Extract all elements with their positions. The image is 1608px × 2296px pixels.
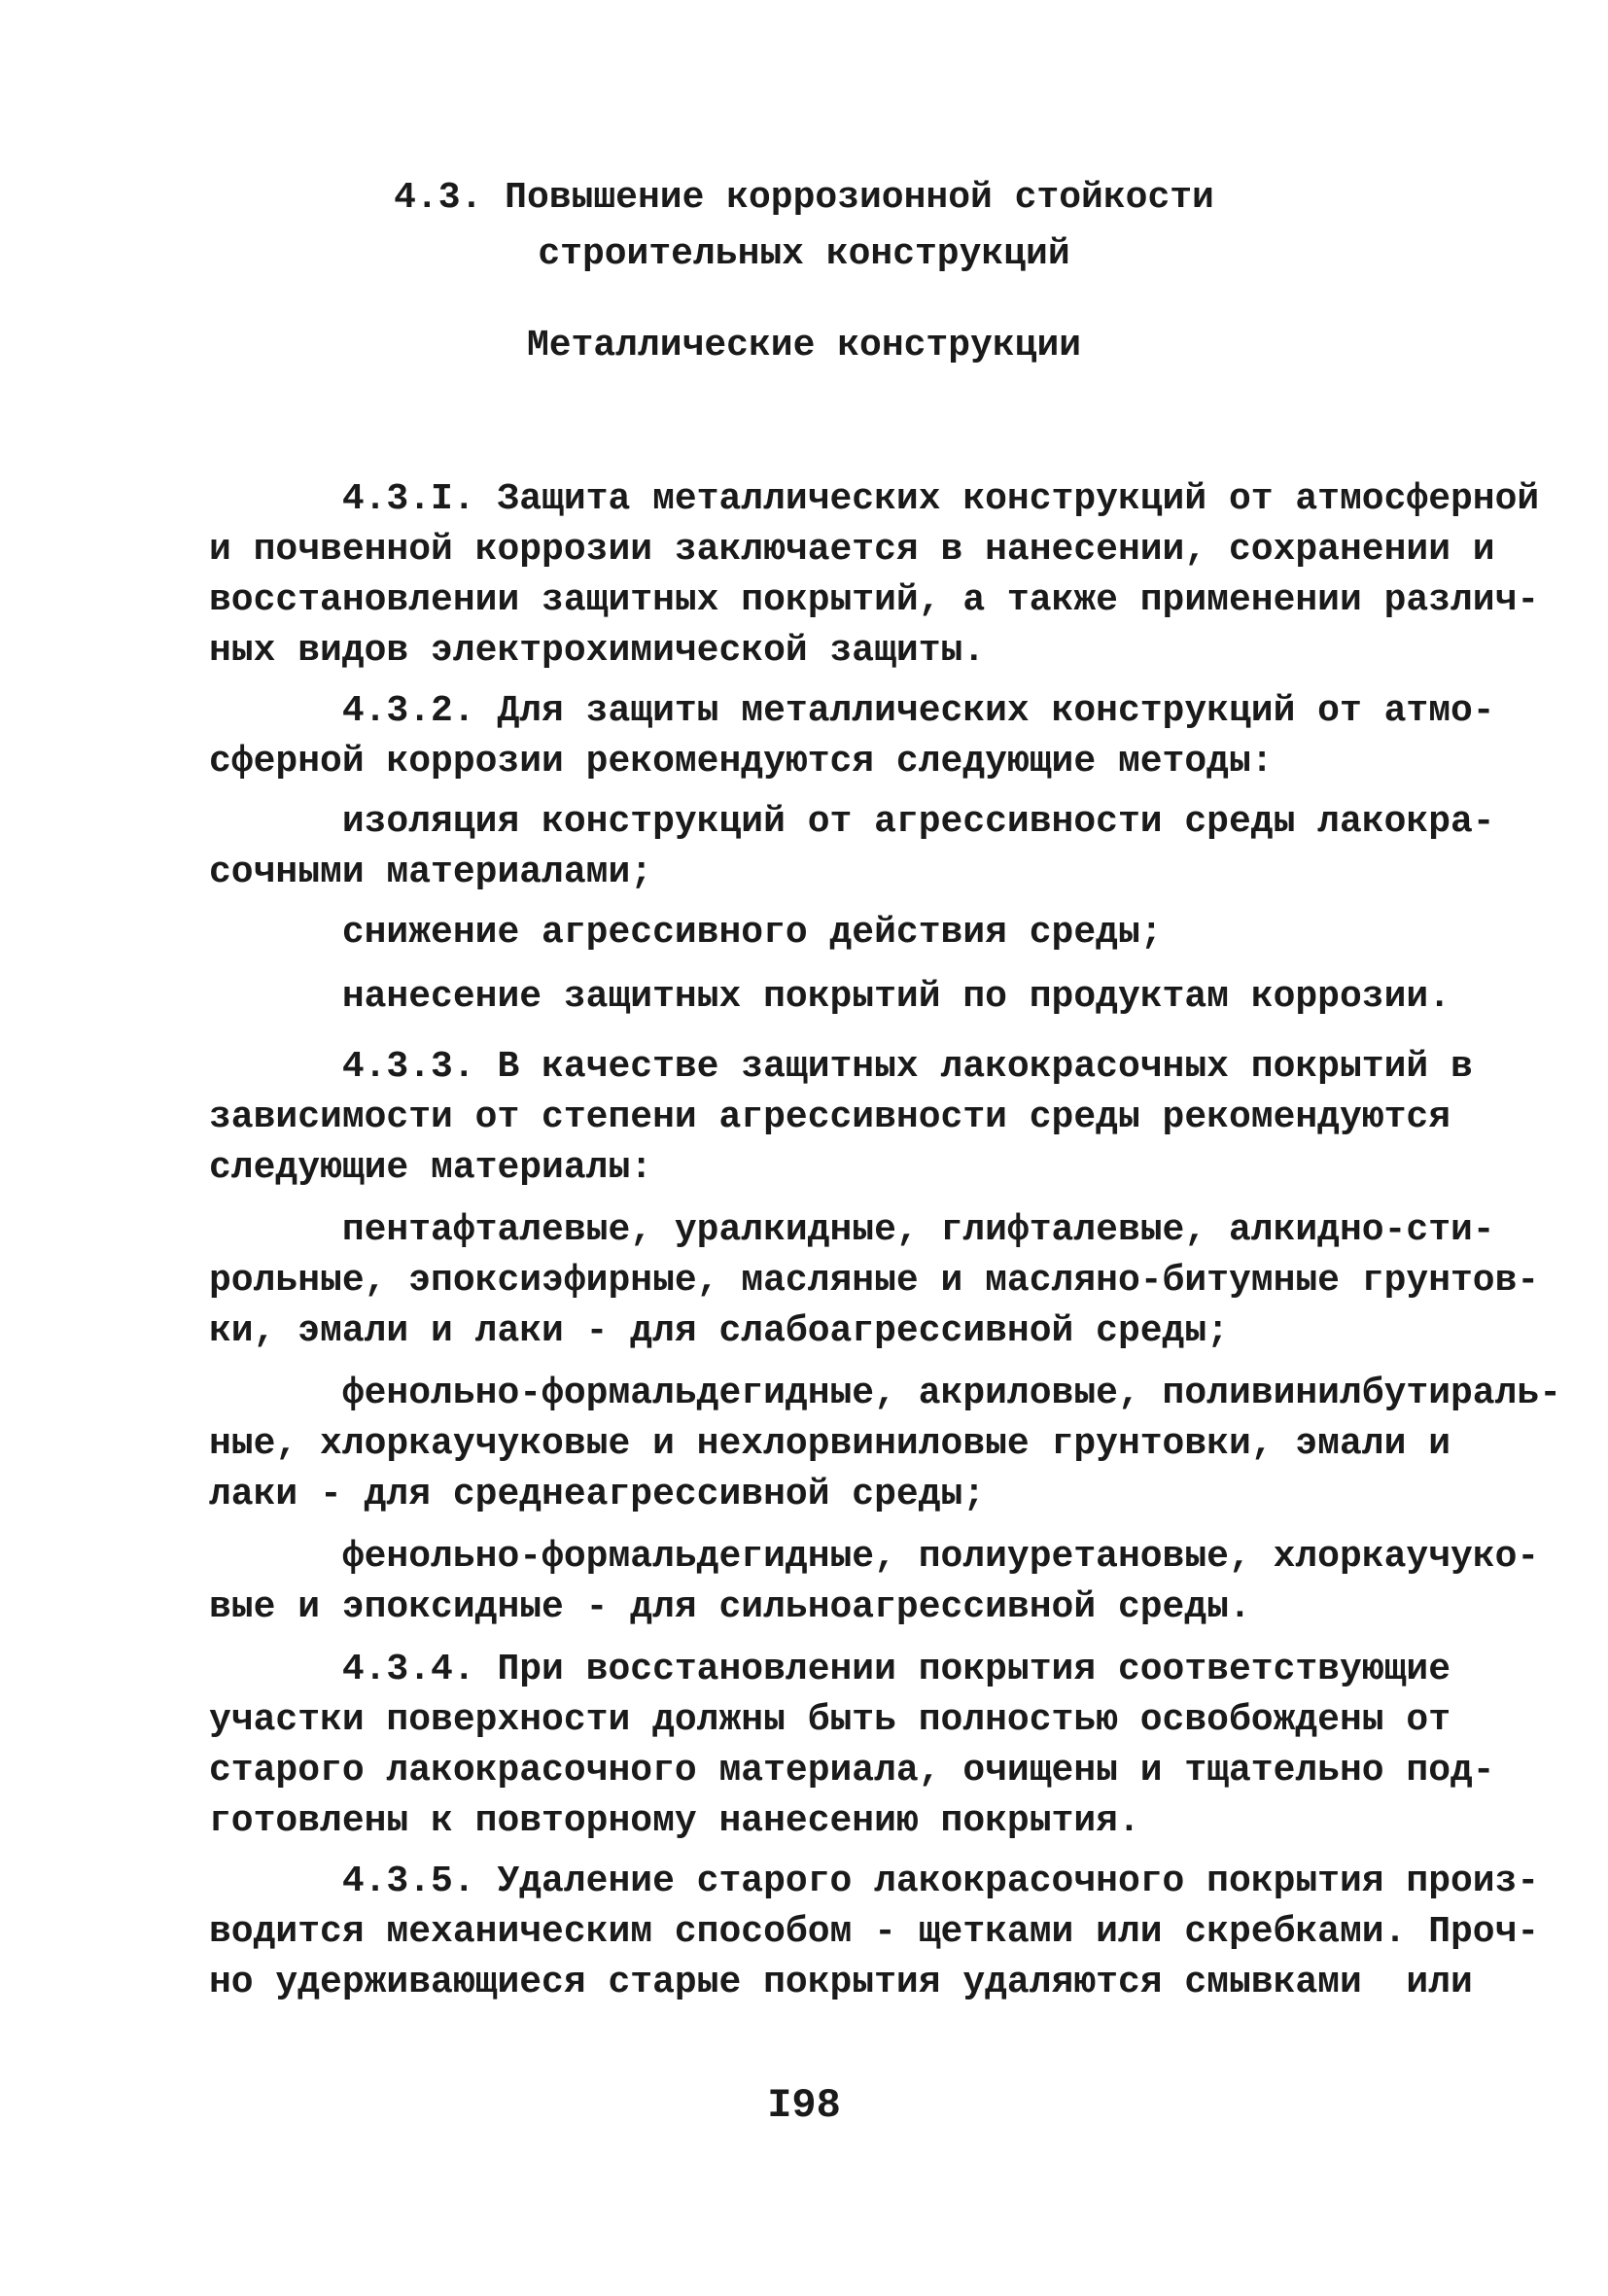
section-title-line-2: строительных конструкций (538, 233, 1070, 275)
material-item-1: пентафталевые, уралкидные, глифталевые, алкидно-сти- рольные, эпоксиэфирные, масляные и масляно-битумные грунтов- ки, эмали и лаки - для слабоагрессивной среды; (209, 1209, 1540, 1352)
paragraph-4-3-4: 4.3.4. При восстановлении покрытия соответствующие участки поверхности должны быть полностью освобождены от старого лакокрасочного материала, очищены и тщательно под- готовлены к повторному нанесению покрытия. (209, 1649, 1495, 1842)
paragraph-4-3-2: 4.3.2. Для защиты металлических конструкций от атмо- сферной коррозии рекомендуются следующие методы: (209, 690, 1495, 783)
method-item-3: нанесение защитных покрытий по продуктам коррозии. (209, 976, 1451, 1018)
material-item-2: фенольно-формальдегидные, акриловые, поливинилбутираль- ные, хлоркаучуковые и нехлорвиниловые грунтовки, эмали и лаки - для среднеагрессивной среды; (209, 1373, 1562, 1515)
method-item-2: снижение агрессивного действия среды; (209, 912, 1163, 954)
method-item-1: изоляция конструкций от агрессивности среды лакокра- сочными материалами; (209, 801, 1495, 893)
paragraph-4-3-3: 4.3.3. В качестве защитных лакокрасочных покрытий в зависимости от степени агрессивности среды рекомендуются следующие материалы: (209, 1046, 1473, 1189)
material-item-3: фенольно-формальдегидные, полиуретановые, хлоркаучуко- вые и эпоксидные - для сильноагрессивной среды. (209, 1536, 1540, 1628)
paragraph-4-3-1: 4.3.I. Защита металлических конструкций от атмосферной и почвенной коррозии заключается в нанесении, сохранении и восстановлении защитных покрытий, а также применении различ- ных видов электрохимической защиты. (209, 478, 1540, 672)
subsection-title: Металлические конструкции (526, 325, 1082, 366)
page-number: I98 (767, 2082, 841, 2129)
paragraph-4-3-5: 4.3.5. Удаление старого лакокрасочного покрытия произ- водится механическим способом - щетками или скребками. Проч- но удерживающиеся старые покрытия удаляются смывками или (209, 1861, 1540, 2003)
section-title-line-1: 4.3. Повышение коррозионной стойкости (394, 177, 1214, 219)
